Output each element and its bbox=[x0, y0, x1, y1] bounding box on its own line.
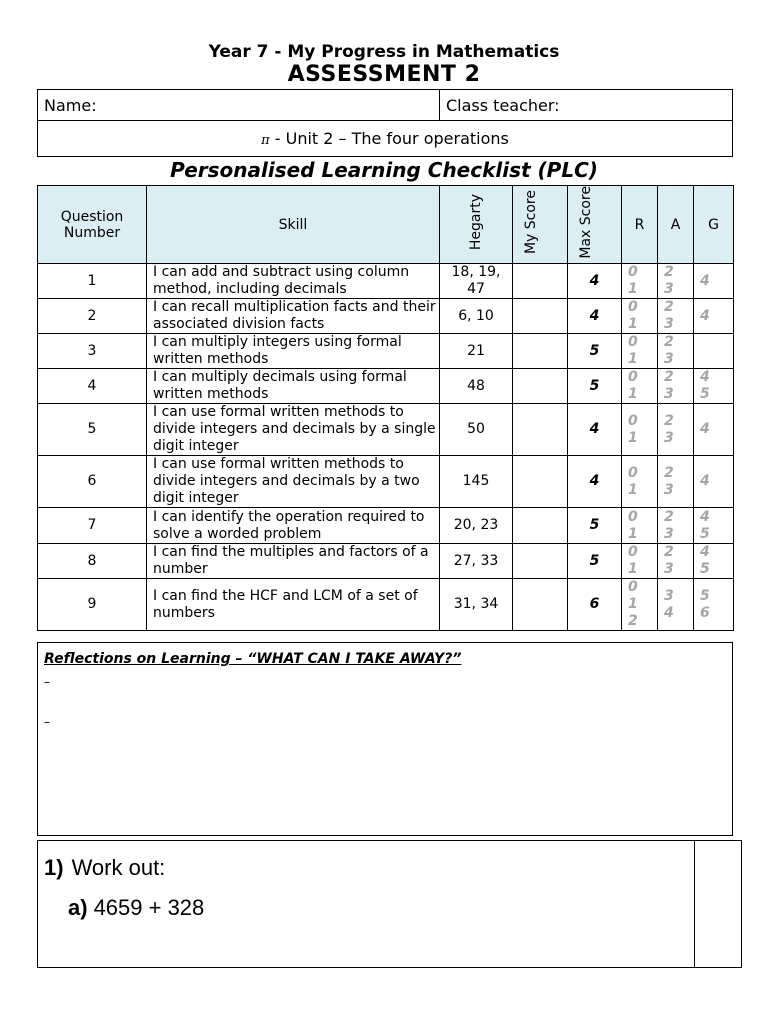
amber-score-cell: 2 3 bbox=[658, 369, 694, 404]
skill-cell: I can multiply decimals using formal written methods bbox=[147, 369, 440, 404]
my-score-cell[interactable] bbox=[513, 264, 568, 299]
max-score-cell: 4 bbox=[568, 264, 622, 299]
question-heading bbox=[44, 855, 165, 881]
hegarty-cell: 6, 10 bbox=[440, 299, 513, 334]
reflection-line-2: – bbox=[44, 715, 50, 729]
column-skill: Skill bbox=[147, 186, 440, 264]
green-score-cell: 4 bbox=[694, 456, 734, 508]
red-score-cell: 0 1 bbox=[622, 404, 658, 456]
reflections-title: Reflections on Learning – “WHAT CAN I TAKE AWAY?” bbox=[44, 651, 462, 667]
max-score-cell: 4 bbox=[568, 404, 622, 456]
my-score-cell[interactable] bbox=[513, 508, 568, 544]
plc-table bbox=[37, 185, 734, 631]
question-number-cell: 8 bbox=[38, 544, 147, 579]
question-prompt: Work out: bbox=[71, 855, 166, 880]
plc-title: Personalised Learning Checklist (PLC) bbox=[170, 158, 598, 182]
hegarty-cell: 27, 33 bbox=[440, 544, 513, 579]
question-number-cell: 2 bbox=[38, 299, 147, 334]
green-score-cell: 4 bbox=[694, 404, 734, 456]
question-number-cell: 7 bbox=[38, 508, 147, 544]
skill-cell: I can use formal written methods to divide integers and decimals by a two digit integer bbox=[147, 456, 440, 508]
question-number-cell: 3 bbox=[38, 334, 147, 369]
plc-row bbox=[38, 369, 734, 404]
max-score-cell: 5 bbox=[568, 334, 622, 369]
red-score-cell: 0 1 bbox=[622, 508, 658, 544]
my-score-cell[interactable] bbox=[513, 404, 568, 456]
red-score-cell: 0 1 bbox=[622, 299, 658, 334]
red-score-cell: 0 1 bbox=[622, 544, 658, 579]
green-score-cell: 5 6 bbox=[694, 579, 734, 631]
question-box bbox=[37, 840, 742, 968]
max-score-cell: 5 bbox=[568, 508, 622, 544]
red-score-cell: 0 1 bbox=[622, 264, 658, 299]
hegarty-cell: 48 bbox=[440, 369, 513, 404]
amber-score-cell: 2 3 bbox=[658, 334, 694, 369]
skill-cell: I can use formal written methods to divide integers and decimals by a single digit integer bbox=[147, 404, 440, 456]
column-r: R bbox=[622, 186, 658, 264]
skill-cell: I can identify the operation required to solve a worded problem bbox=[147, 508, 440, 544]
plc-row bbox=[38, 404, 734, 456]
amber-score-cell: 2 3 bbox=[658, 456, 694, 508]
column-my-score: My Score bbox=[513, 186, 568, 264]
my-score-cell[interactable] bbox=[513, 544, 568, 579]
hegarty-cell: 31, 34 bbox=[440, 579, 513, 631]
marks-column-divider bbox=[694, 841, 695, 967]
red-score-cell: 0 1 2 bbox=[622, 579, 658, 631]
pi-icon: π bbox=[261, 133, 270, 148]
skill-cell: I can recall multiplication facts and their associated division facts bbox=[147, 299, 440, 334]
max-score-cell: 4 bbox=[568, 299, 622, 334]
amber-score-cell: 2 3 bbox=[658, 404, 694, 456]
reflections-box[interactable] bbox=[37, 642, 733, 836]
question-number: 1) bbox=[44, 855, 64, 880]
question-number-cell: 1 bbox=[38, 264, 147, 299]
skill-cell: I can add and subtract using column method, including decimals bbox=[147, 264, 440, 299]
my-score-cell[interactable] bbox=[513, 369, 568, 404]
question-number-cell: 6 bbox=[38, 456, 147, 508]
max-score-cell: 6 bbox=[568, 579, 622, 631]
part-label: a) bbox=[68, 895, 88, 920]
unit-name: - Unit 2 – The four operations bbox=[269, 129, 509, 148]
hegarty-cell: 145 bbox=[440, 456, 513, 508]
plc-row bbox=[38, 334, 734, 369]
red-score-cell: 0 1 bbox=[622, 456, 658, 508]
question-number-cell: 4 bbox=[38, 369, 147, 404]
plc-row bbox=[38, 508, 734, 544]
question-number-cell: 9 bbox=[38, 579, 147, 631]
amber-score-cell: 2 3 bbox=[658, 264, 694, 299]
plc-row bbox=[38, 579, 734, 631]
hegarty-cell: 18, 19, 47 bbox=[440, 264, 513, 299]
document-title: ASSESSMENT 2 bbox=[287, 62, 481, 87]
hegarty-cell: 21 bbox=[440, 334, 513, 369]
column-question-number: Question Number bbox=[38, 186, 147, 264]
plc-row bbox=[38, 299, 734, 334]
green-score-cell: 4 bbox=[694, 264, 734, 299]
amber-score-cell: 2 3 bbox=[658, 299, 694, 334]
amber-score-cell: 2 3 bbox=[658, 508, 694, 544]
class-teacher-label: Class teacher: bbox=[446, 95, 560, 115]
column-max-score: Max Score bbox=[568, 186, 622, 264]
name-label: Name: bbox=[44, 95, 97, 115]
amber-score-cell: 3 4 bbox=[658, 579, 694, 631]
my-score-cell[interactable] bbox=[513, 456, 568, 508]
unit-title bbox=[38, 121, 733, 157]
name-field[interactable] bbox=[38, 90, 440, 121]
document-subtitle: Year 7 - My Progress in Mathematics bbox=[208, 42, 560, 62]
plc-row bbox=[38, 544, 734, 579]
plc-row bbox=[38, 264, 734, 299]
column-hegarty: Hegarty bbox=[440, 186, 513, 264]
green-score-cell: 4 5 bbox=[694, 369, 734, 404]
skill-cell: I can find the HCF and LCM of a set of numbers bbox=[147, 579, 440, 631]
question-part-a bbox=[68, 895, 204, 921]
question-number-cell: 5 bbox=[38, 404, 147, 456]
max-score-cell: 5 bbox=[568, 369, 622, 404]
max-score-cell: 4 bbox=[568, 456, 622, 508]
max-score-cell: 5 bbox=[568, 544, 622, 579]
part-text: 4659 + 328 bbox=[93, 895, 205, 920]
amber-score-cell: 2 3 bbox=[658, 544, 694, 579]
my-score-cell[interactable] bbox=[513, 579, 568, 631]
green-score-cell: 4 bbox=[694, 299, 734, 334]
my-score-cell[interactable] bbox=[513, 299, 568, 334]
green-score-cell bbox=[694, 334, 734, 369]
column-g: G bbox=[694, 186, 734, 264]
plc-row bbox=[38, 456, 734, 508]
hegarty-cell: 50 bbox=[440, 404, 513, 456]
skill-cell: I can find the multiples and factors of a number bbox=[147, 544, 440, 579]
my-score-cell[interactable] bbox=[513, 334, 568, 369]
green-score-cell: 4 5 bbox=[694, 544, 734, 579]
hegarty-cell: 20, 23 bbox=[440, 508, 513, 544]
red-score-cell: 0 1 bbox=[622, 369, 658, 404]
student-info-table bbox=[37, 89, 733, 157]
skill-cell: I can multiply integers using formal written methods bbox=[147, 334, 440, 369]
reflection-line-1: – bbox=[44, 675, 50, 689]
class-teacher-field[interactable] bbox=[440, 90, 733, 121]
green-score-cell: 4 5 bbox=[694, 508, 734, 544]
red-score-cell: 0 1 bbox=[622, 334, 658, 369]
column-a: A bbox=[658, 186, 694, 264]
